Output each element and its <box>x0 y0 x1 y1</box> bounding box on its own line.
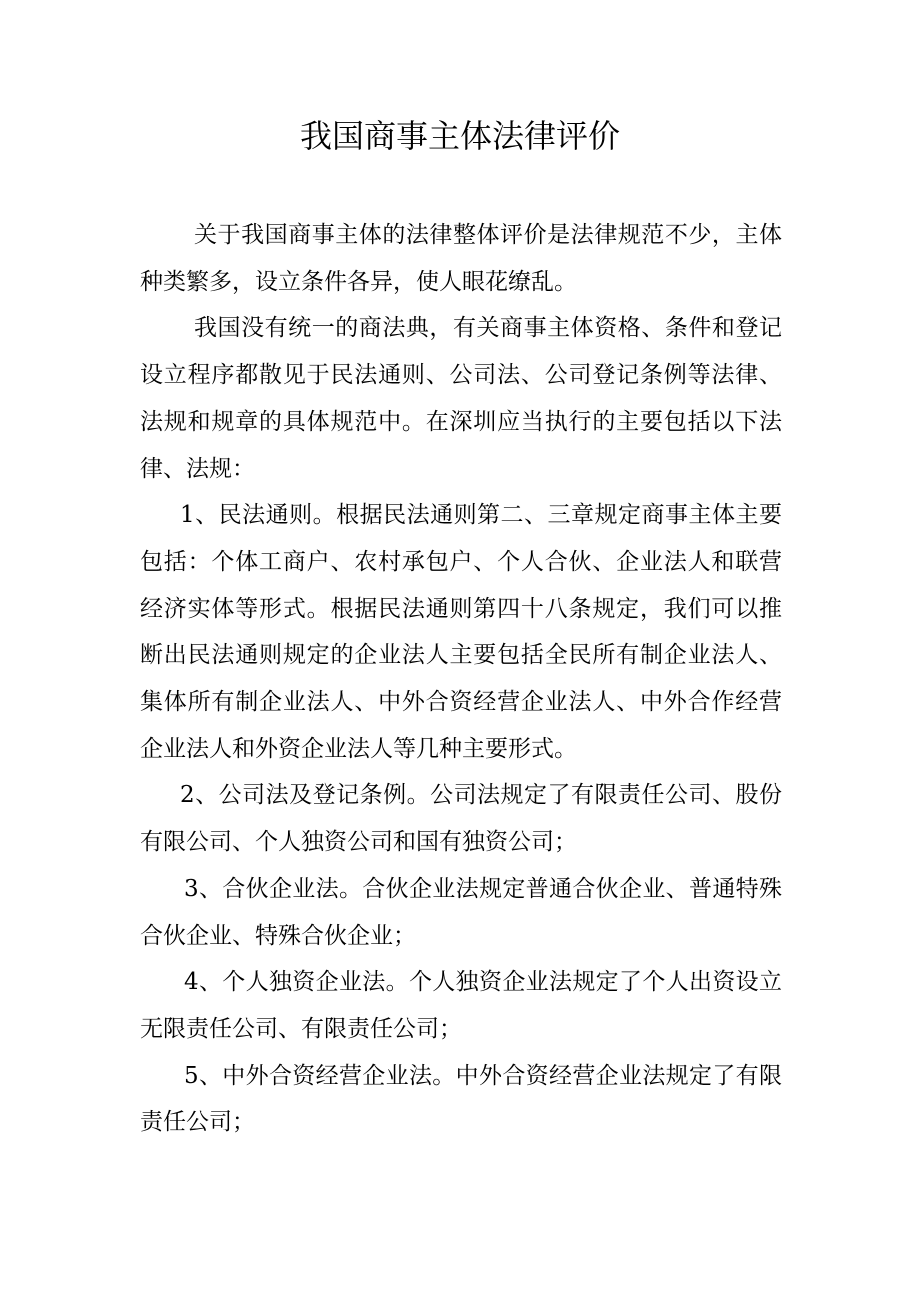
paragraph-item-5: 5、中外合资经营企业法。中外合资经营企业法规定了有限责任公司； <box>140 1062 782 1136</box>
paragraph-item-2: 2、公司法及登记条例。公司法规定了有限责任公司、股份有限公司、个人独资公司和国有独资公司； <box>140 782 782 856</box>
paragraph-intro: 关于我国商事主体的法律整体评价是法律规范不少，主体种类繁多，设立条件各异，使人眼花缭乱。 <box>140 222 782 295</box>
paragraph-item-1: 1、民法通则。根据民法通则第二、三章规定商事主体主要包括：个体工商户、农村承包户、个人合伙、企业法人和联营经济实体等形式。根据民法通则第四十八条规定，我们可以推断出民法通则规定的企业法人主要包括全民所有制企业法人、集体所有制企业法人、中外合资经营企业法人、中外合作经营企业法人和外资企业法人等几种主要形式。 <box>140 502 782 762</box>
paragraph-item-3: 3、合伙企业法。合伙企业法规定普通合伙企业、普通特殊合伙企业、特殊合伙企业； <box>140 875 782 949</box>
paragraph-background: 我国没有统一的商法典，有关商事主体资格、条件和登记设立程序都散见于民法通则、公司法、公司登记条例等法律、法规和规章的具体规范中。在深圳应当执行的主要包括以下法律、法规： <box>140 315 782 482</box>
paragraph-item-4: 4、个人独资企业法。个人独资企业法规定了个人出资设立无限责任公司、有限责任公司； <box>140 969 782 1042</box>
document-body <box>140 212 782 1146</box>
document-title: 我国商事主体法律评价 <box>299 117 620 155</box>
